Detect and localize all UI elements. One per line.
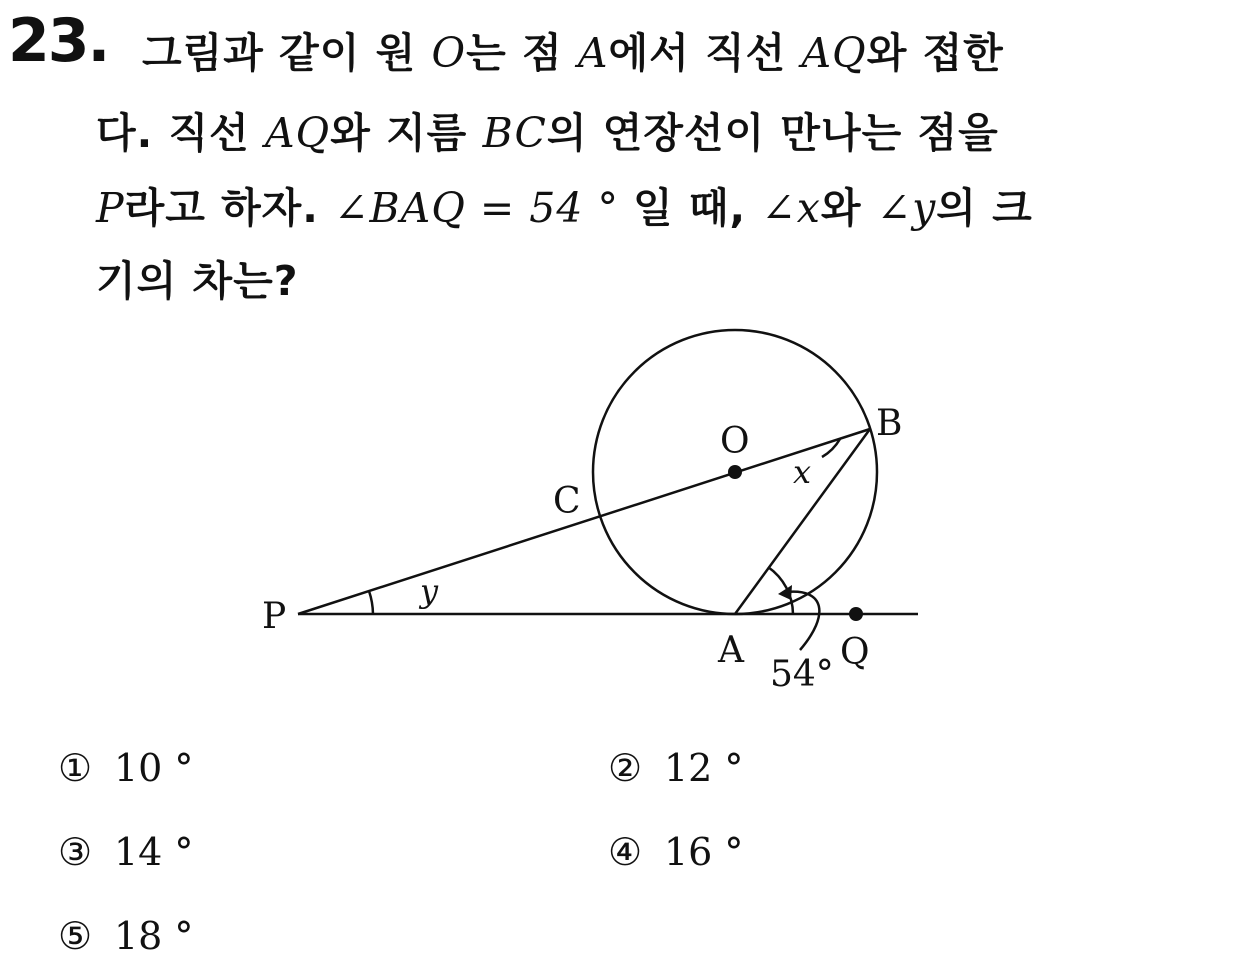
label-angle-54: 54° <box>770 654 834 695</box>
label-p: P <box>262 596 287 637</box>
math-angle-y: ∠y <box>876 184 937 232</box>
label-o: O <box>720 421 750 462</box>
text-segment: 의 크 <box>936 184 1033 232</box>
label-a: A <box>718 630 744 671</box>
center-point-o <box>728 465 742 479</box>
choice-value: 12 ° <box>664 746 744 790</box>
math-line-aq: AQ <box>264 109 331 157</box>
label-c: C <box>553 481 581 522</box>
text-segment: 는 점 <box>466 29 578 77</box>
question-number: 23. <box>8 6 109 76</box>
text-segment: 라고 하자. <box>124 184 335 232</box>
math-angle-x: ∠x <box>761 184 821 232</box>
text-segment: 그림과 같이 원 <box>142 29 432 77</box>
choice-value: 14 ° <box>114 830 194 874</box>
text-segment: 와 지름 <box>330 109 483 157</box>
math-point-p: P <box>96 184 125 232</box>
math-line-aq: AQ <box>801 29 867 77</box>
text-segment: 에서 직선 <box>608 29 802 77</box>
answer-choice-3[interactable] <box>58 830 193 874</box>
choice-marker: ④ <box>608 830 643 874</box>
label-angle-x: x <box>793 453 812 491</box>
label-q: Q <box>840 632 870 673</box>
answer-choice-1[interactable] <box>58 746 193 790</box>
choice-value: 18 ° <box>114 914 194 958</box>
math-point-a: A <box>577 29 609 77</box>
point-q-dot <box>849 607 863 621</box>
text-segment: 와 접한 <box>866 29 1004 77</box>
angle-arc-y <box>369 591 373 614</box>
answer-choice-2[interactable] <box>608 746 743 790</box>
math-circle-o: O <box>431 29 467 77</box>
choice-marker: ③ <box>58 830 93 874</box>
label-angle-y: y <box>420 572 439 610</box>
choice-marker: ② <box>608 746 643 790</box>
choice-value: 10 ° <box>114 746 194 790</box>
question-text-line-4: 기의 차는? <box>96 257 299 305</box>
text-segment: 다. 직선 <box>96 109 265 157</box>
answer-choice-5[interactable] <box>58 914 193 958</box>
math-diameter-bc: BC <box>482 109 547 157</box>
choice-marker: ① <box>58 746 93 790</box>
choice-value: 16 ° <box>664 830 744 874</box>
text-segment: 일 때, <box>633 184 762 232</box>
label-b: B <box>876 403 903 444</box>
math-angle-equation: ∠BAQ = 54 ° <box>334 184 634 232</box>
text-segment: 와 <box>820 184 877 232</box>
text-segment: 의 연장선이 만나는 점을 <box>546 109 999 157</box>
answer-choice-4[interactable] <box>608 830 743 874</box>
choice-marker: ⑤ <box>58 914 93 958</box>
